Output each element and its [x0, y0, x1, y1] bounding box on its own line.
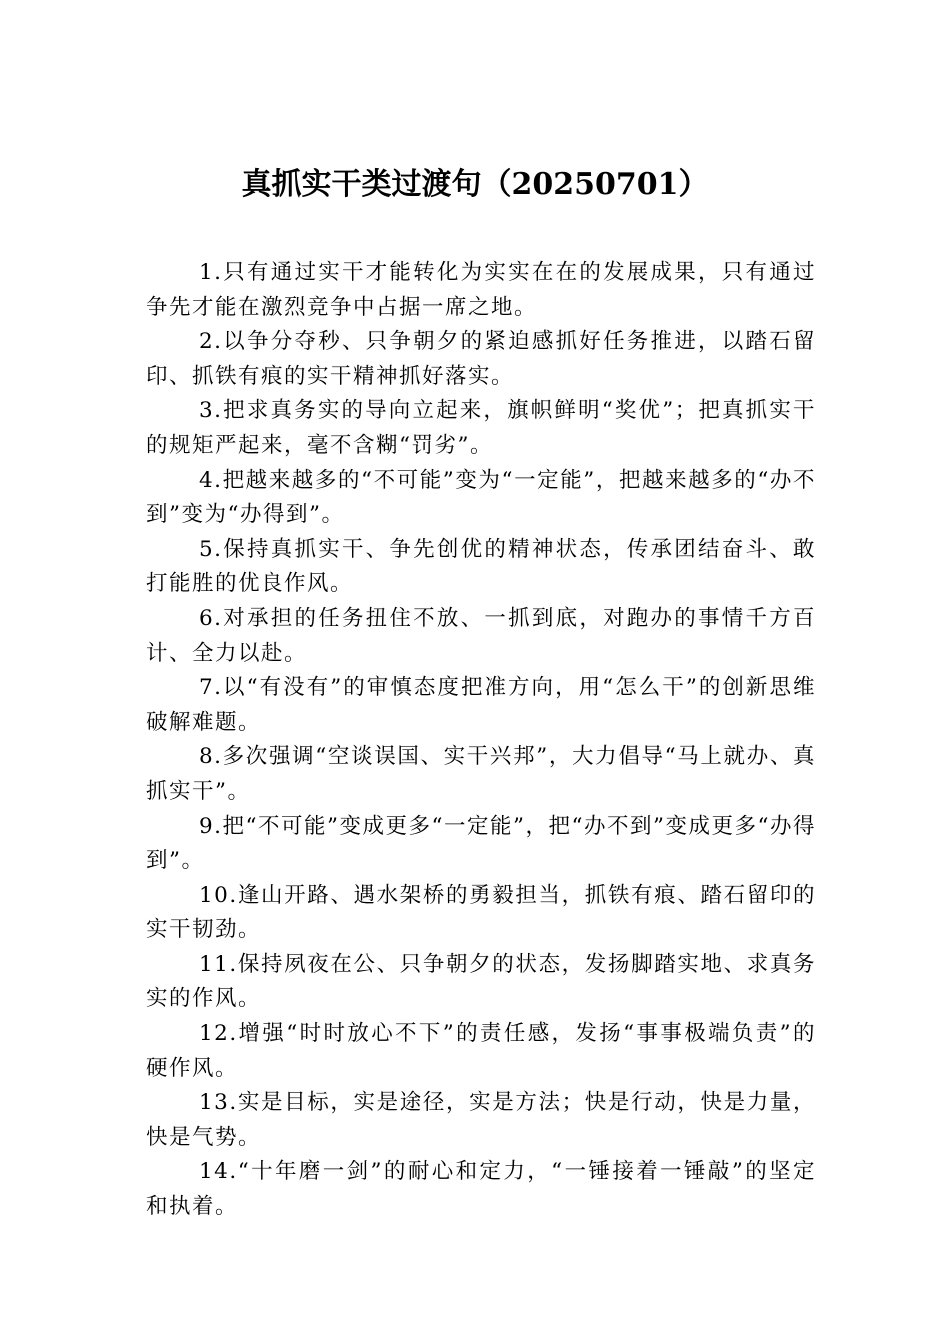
list-item: 7.以“有没有”的审慎态度把准方向，用“怎么干”的创新思维破解难题。 [146, 675, 816, 735]
list-item: 6.对承担的任务扭住不放、一抓到底，对跑办的事情千方百计、全力以赴。 [146, 605, 816, 666]
list-item: 1.只有通过实干才能转化为实实在在的发展成果，只有通过争先才能在激烈竞争中占据一席之地。 [146, 260, 816, 320]
document-title: 真抓实干类过渡句（20250701） [241, 167, 709, 202]
list-item: 2.以争分夺秒、只争朝夕的紧迫感抓好任务推进，以踏石留印、抓铁有痕的实干精神抓好落实。 [146, 329, 816, 389]
list-item: 9.把“不可能”变成更多“一定能”，把“办不到”变成更多“办得到”。 [146, 813, 816, 874]
list-item: 13.实是目标，实是途径，实是方法；快是行动，快是力量，快是气势。 [146, 1090, 816, 1150]
list-item: 4.把越来越多的“不可能”变为“一定能”，把越来越多的“办不到”变为“办得到”。 [146, 467, 816, 528]
list-item: 10.逢山开路、遇水架桥的勇毅担当，抓铁有痕、踏石留印的实干韧劲。 [146, 882, 816, 943]
list-item: 12.增强“时时放心不下”的责任感，发扬“事事极端负责”的硬作风。 [146, 1021, 816, 1081]
document-body [146, 256, 816, 1225]
list-item: 5.保持真抓实干、争先创优的精神状态，传承团结奋斗、敢打能胜的优良作风。 [146, 536, 816, 597]
list-item: 11.保持夙夜在公、只争朝夕的状态，发扬脚踏实地、求真务实的作风。 [146, 951, 816, 1012]
list-item: 3.把求真务实的导向立起来，旗帜鲜明“奖优”；把真抓实干的规矩严起来，毫不含糊“罚劣”。 [146, 398, 816, 458]
list-item: 14.“十年磨一剑”的耐心和定力，“一锤接着一锤敲”的坚定和执着。 [146, 1159, 816, 1220]
list-item: 8.多次强调“空谈误国、实干兴邦”，大力倡导“马上就办、真抓实干”。 [146, 744, 816, 804]
